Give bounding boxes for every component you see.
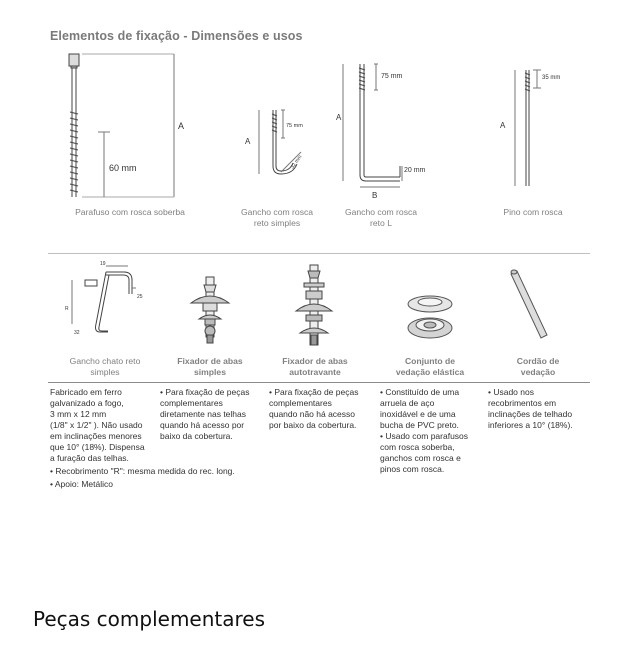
pin-dim-top: 35 mm <box>542 75 561 81</box>
sealing-cord-caption-2: vedação <box>520 367 556 377</box>
svg-text:32 mm: 32 mm <box>289 154 304 171</box>
straight-hook-caption-1: Gancho com rosca <box>240 207 314 217</box>
sealing-set-caption-2: vedação elástica <box>395 367 465 377</box>
flap-fastener-simple-caption-2: simples <box>193 367 226 377</box>
l-hook-drawing <box>340 62 440 197</box>
flap-fastener-locking-drawing <box>290 263 340 348</box>
flap-fastener-simple-drawing <box>185 275 235 350</box>
screw-dim-length: 60 mm <box>109 163 137 173</box>
threaded-pin-drawing <box>505 68 565 193</box>
pin-dim-a: A <box>500 121 506 130</box>
desc-sealing-cord: • Usado nos recobrimentos em inclinações de telhado inferiores a 10° (18%). <box>488 387 573 430</box>
section-title: Elementos de fixação - Dimensões e usos <box>50 29 303 43</box>
svg-text:19: 19 <box>100 261 106 267</box>
l-hook-dim-foot: 20 mm <box>404 167 426 174</box>
sealing-cord-caption-1: Cordão de <box>516 356 560 366</box>
svg-text:R: R <box>65 306 69 312</box>
l-hook-dim-a: A <box>336 113 342 122</box>
l-hook-caption-1: Gancho com rosca <box>344 207 418 217</box>
note-support: • Apoio: Metálico <box>50 479 113 489</box>
flat-hook-caption-2: simples <box>90 367 120 377</box>
svg-text:32: 32 <box>74 330 80 336</box>
svg-text:75 mm: 75 mm <box>286 123 303 129</box>
l-hook-caption-2: reto L <box>370 218 392 228</box>
flat-hook-caption-1: Gancho chato reto <box>69 356 141 366</box>
sealing-cord-drawing <box>505 268 555 348</box>
sealing-set-drawing <box>402 290 462 348</box>
desc-flap-fastener-simple: • Para fixação de peças complementares diretamente nas telhas quando há acesso por baixo da cobertura. <box>160 387 250 441</box>
desc-flap-fastener-locking: • Para fixação de peças complementares quando não há acesso por baixo da cobertura. <box>269 387 359 430</box>
l-hook-dim-b: B <box>372 191 378 200</box>
l-hook-dim-top: 75 mm <box>381 73 403 80</box>
desc-sealing-set: • Constituído de uma arruela de aço inoxidável e de uma bucha de PVC preto. • Usado com parafusos com rosca soberba, ganchos com rosca e pinos com rosca. <box>380 387 469 474</box>
flap-fastener-locking-caption-2: autotravante <box>289 367 341 377</box>
sealing-set-caption-1: Conjunto de <box>404 356 456 366</box>
divider-bottom <box>48 382 590 383</box>
svg-text:25: 25 <box>137 294 143 300</box>
straight-hook-caption-2: reto simples <box>253 218 301 228</box>
footer-caption: Peças complementares <box>33 607 266 631</box>
divider-top <box>48 253 590 254</box>
pin-caption: Pino com rosca <box>503 207 563 217</box>
flat-hook-drawing <box>60 258 150 348</box>
screw-dim-a: A <box>178 121 185 131</box>
desc-flat-hook: Fabricado em ferro galvanizado a fogo, 3 mm x 12 mm (1/8" x 1/2" ). Não usado em inclinações menores que 10° (18%). Dispensa a furação das telhas. <box>50 387 145 463</box>
flap-fastener-locking-caption-1: Fixador de abas <box>282 356 348 366</box>
flap-fastener-simple-caption-1: Fixador de abas <box>177 356 243 366</box>
note-overlap: • Recobrimento "R": mesma medida do rec. long. <box>50 466 235 476</box>
screw-caption: Parafuso com rosca soberba <box>75 207 185 217</box>
straight-hook-drawing <box>245 108 315 188</box>
straight-hook-dim-a: A <box>245 137 251 146</box>
